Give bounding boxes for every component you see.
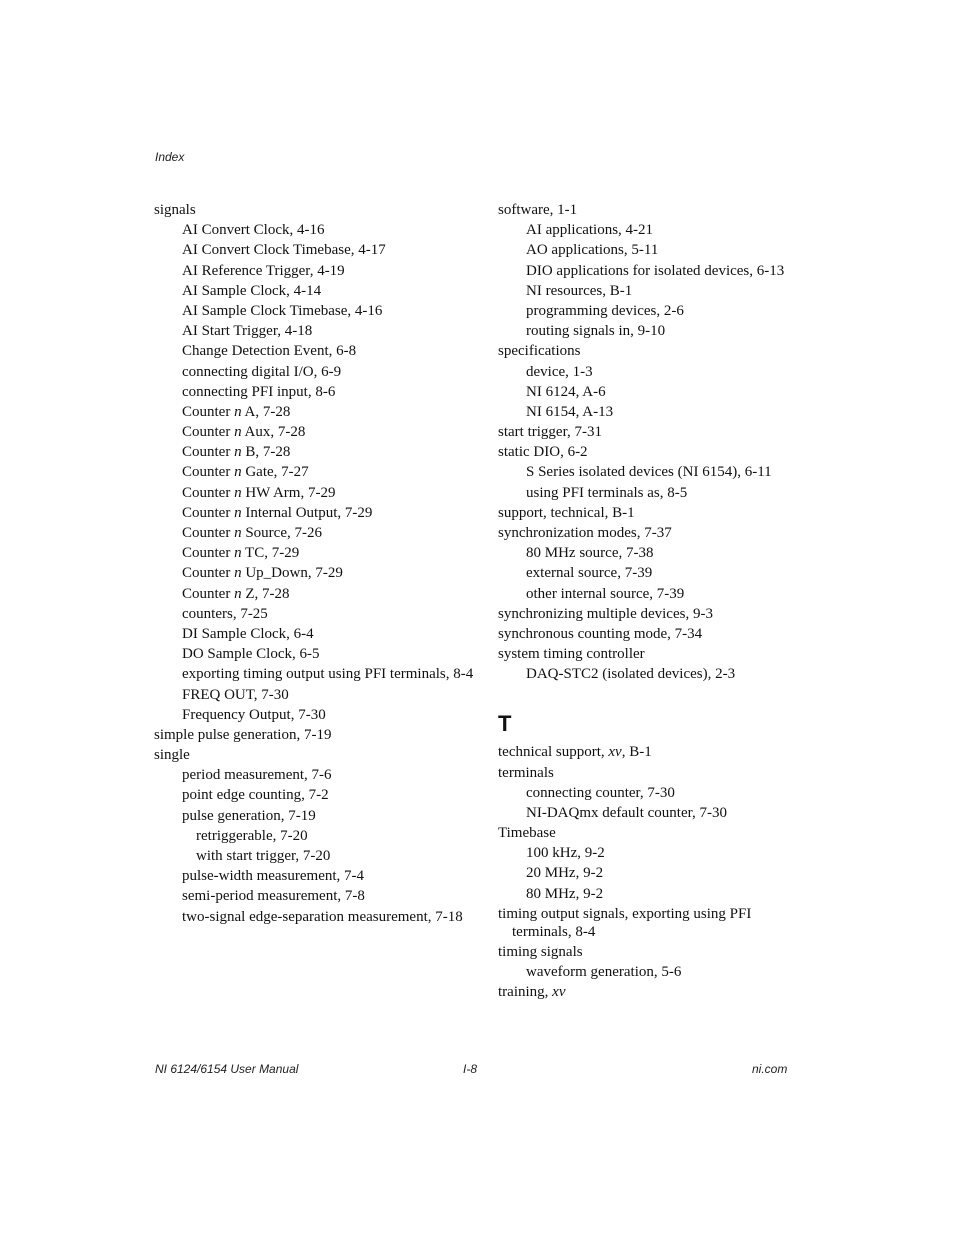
index-entry-italic-term: n xyxy=(234,585,242,602)
index-entry xyxy=(498,963,798,981)
index-entry xyxy=(154,665,474,683)
index-entry-italic-term: n xyxy=(234,444,242,461)
index-entry-text: technical support, xyxy=(498,744,609,761)
index-entry xyxy=(498,504,798,522)
index-entry-text: Counter xyxy=(182,565,235,582)
index-entry xyxy=(498,262,798,280)
index-entry-italic-term: n xyxy=(234,403,242,420)
index-entry xyxy=(498,423,798,441)
index-entry xyxy=(154,201,474,219)
index-entry-text: 20 MHz, 9-2 xyxy=(526,865,604,882)
index-entry xyxy=(154,544,474,562)
index-entry-text: TC, 7-29 xyxy=(241,545,300,562)
index-entry xyxy=(498,764,798,782)
index-entry xyxy=(498,241,798,259)
index-entry xyxy=(498,943,798,961)
index-entry-text: other internal source, 7-39 xyxy=(526,585,685,602)
index-entry-text: AI Convert Clock Timebase, 4-17 xyxy=(182,242,386,259)
index-entry xyxy=(498,605,798,623)
index-entry-italic-term: n xyxy=(234,504,242,521)
index-entry-text: with start trigger, 7-20 xyxy=(196,848,331,864)
index-entry xyxy=(498,983,798,1001)
index-entry-text: system timing controller xyxy=(498,646,645,663)
index-entry-text: DIO applications for isolated devices, 6-13 xyxy=(526,262,785,279)
index-entry xyxy=(154,443,474,461)
index-entry-text: synchronous counting mode, 7-34 xyxy=(498,625,703,642)
index-entry-text: Gate, 7-27 xyxy=(241,464,309,481)
index-entry xyxy=(154,322,474,340)
index-entry-italic-term: n xyxy=(234,525,242,541)
index-entry-text: NI 6154, A-13 xyxy=(526,403,614,420)
index-entry-text: start trigger, 7-31 xyxy=(498,424,602,441)
index-entry xyxy=(154,564,474,582)
index-entry xyxy=(498,484,798,502)
index-entry-italic-term: n xyxy=(234,424,242,441)
index-entry-text: Change Detection Event, 6-8 xyxy=(182,343,357,360)
index-entry-text: point edge counting, 7-2 xyxy=(182,787,329,804)
index-entry xyxy=(498,403,798,421)
index-entry-text: software, 1-1 xyxy=(498,202,578,218)
index-entry-text: AO applications, 5-11 xyxy=(526,242,659,259)
index-entry xyxy=(498,302,798,320)
index-entry xyxy=(498,282,798,300)
index-entry-text: , B-1 xyxy=(621,744,652,761)
index-entry-text: programming devices, 2-6 xyxy=(526,302,684,319)
index-entry-text: HW Arm, 7-29 xyxy=(241,484,336,501)
index-entry-text: using PFI terminals as, 8-5 xyxy=(526,484,688,501)
index-entry-text: counters, 7-25 xyxy=(182,605,268,622)
index-entry-text: timing output signals, exporting using PFI terminals, 8-4 xyxy=(498,905,752,940)
index-entry xyxy=(498,784,798,802)
index-entry xyxy=(154,706,474,724)
index-entry xyxy=(154,625,474,643)
index-column-right xyxy=(498,201,798,1004)
index-entry xyxy=(154,221,474,239)
index-entry xyxy=(154,423,474,441)
index-entry xyxy=(498,804,798,822)
index-entry xyxy=(498,443,798,461)
index-entry xyxy=(154,827,474,845)
index-entry xyxy=(498,905,798,941)
index-entry-italic-term: n xyxy=(234,484,242,501)
index-entry-text: 100 kHz, 9-2 xyxy=(526,845,605,862)
index-entry-text: static DIO, 6-2 xyxy=(498,444,588,461)
index-entry-text: semi-period measurement, 7-8 xyxy=(182,888,365,905)
index-entry xyxy=(154,807,474,825)
index-entry-italic-term: n xyxy=(234,545,242,562)
index-entry xyxy=(154,645,474,663)
index-entry xyxy=(498,625,798,643)
index-entry xyxy=(498,524,798,542)
index-entry-text: NI resources, B-1 xyxy=(526,282,633,299)
index-entry xyxy=(154,524,474,542)
index-entry xyxy=(498,844,798,862)
index-entry-text: S Series isolated devices (NI 6154), 6-11 xyxy=(526,464,772,481)
index-entry-text: routing signals in, 9-10 xyxy=(526,323,666,340)
index-entry xyxy=(498,864,798,882)
index-entry xyxy=(154,887,474,905)
index-entry xyxy=(498,564,798,582)
index-entry-text: Counter xyxy=(182,444,235,461)
index-entry-text: simple pulse generation, 7-19 xyxy=(154,726,332,743)
index-entry-text: Counter xyxy=(182,424,235,441)
index-entry xyxy=(154,766,474,784)
footer-website-link[interactable]: ni.com xyxy=(752,1062,788,1076)
index-entry-text: NI 6124, A-6 xyxy=(526,383,606,400)
index-entry-italic-term: xv xyxy=(608,744,622,761)
index-entry-text: DO Sample Clock, 6-5 xyxy=(182,646,320,663)
index-entry-text: Frequency Output, 7-30 xyxy=(182,706,326,723)
index-entry-text: terminals xyxy=(498,764,554,781)
index-entry-text: Aux, 7-28 xyxy=(241,424,306,441)
index-entry-text: external source, 7-39 xyxy=(526,565,653,582)
index-entry-text: retriggerable, 7-20 xyxy=(196,827,308,844)
index-entry xyxy=(498,885,798,903)
index-entry xyxy=(154,786,474,804)
index-entry-text: DAQ-STC2 (isolated devices), 2-3 xyxy=(526,666,736,683)
index-entry-text: Internal Output, 7-29 xyxy=(241,504,373,521)
index-group-s xyxy=(498,201,798,683)
index-entry-text: connecting PFI input, 8-6 xyxy=(182,383,336,400)
index-entry xyxy=(154,282,474,300)
index-entry-text: AI Sample Clock Timebase, 4-16 xyxy=(182,302,383,319)
index-entry-text: training, xyxy=(498,984,553,1001)
index-entry xyxy=(498,322,798,340)
index-entry xyxy=(154,403,474,421)
footer-manual-title: NI 6124/6154 User Manual xyxy=(155,1062,299,1076)
index-entry-text: Counter xyxy=(182,525,235,541)
index-entry xyxy=(154,726,474,744)
index-entry-text: Z, 7-28 xyxy=(241,585,290,602)
index-entry-text: Counter xyxy=(182,585,235,602)
index-entry-text: Timebase xyxy=(498,825,556,842)
index-entry-text: Source, 7-26 xyxy=(241,525,322,541)
index-entry xyxy=(154,686,474,704)
index-entry-text: specifications xyxy=(498,343,581,360)
index-entry xyxy=(154,342,474,360)
index-entry-text: B, 7-28 xyxy=(241,444,291,461)
index-entry-text: signals xyxy=(154,202,196,218)
section-letter-t: T xyxy=(498,711,512,737)
index-entry-text: AI Sample Clock, 4-14 xyxy=(182,282,322,299)
index-entry-text: 80 MHz source, 7-38 xyxy=(526,545,654,562)
index-entry-text: Counter xyxy=(182,464,235,481)
index-entry xyxy=(154,302,474,320)
index-entry xyxy=(154,383,474,401)
index-entry xyxy=(154,484,474,502)
index-entry-italic-term: xv xyxy=(552,984,566,1001)
index-entry-text: exporting timing output using PFI terminals, 8-4 xyxy=(182,666,474,683)
index-entry-text: synchronization modes, 7-37 xyxy=(498,525,672,541)
index-entry xyxy=(498,544,798,562)
index-entry-text: Up_Down, 7-29 xyxy=(241,565,343,582)
index-entry-text: connecting digital I/O, 6-9 xyxy=(182,363,342,380)
running-header: Index xyxy=(155,150,185,164)
index-entry-text: 80 MHz, 9-2 xyxy=(526,885,604,902)
index-entry xyxy=(154,746,474,764)
index-entry-text: synchronizing multiple devices, 9-3 xyxy=(498,605,713,622)
index-entry xyxy=(498,342,798,360)
index-entry-text: AI Convert Clock, 4-16 xyxy=(182,222,325,239)
index-entry-text: two-signal edge-separation measurement, 7-18 xyxy=(182,908,463,925)
index-entry-text: AI Reference Trigger, 4-19 xyxy=(182,262,345,279)
index-entry xyxy=(498,585,798,603)
index-entry xyxy=(154,847,474,865)
index-entry xyxy=(498,645,798,663)
index-entry-text: period measurement, 7-6 xyxy=(182,767,332,784)
footer-page-number: I-8 xyxy=(463,1062,478,1076)
index-entry-text: Counter xyxy=(182,484,235,501)
index-entry xyxy=(154,463,474,481)
index-entry xyxy=(498,201,798,219)
index-entry xyxy=(498,824,798,842)
index-entry-text: device, 1-3 xyxy=(526,363,593,380)
index-entry xyxy=(154,585,474,603)
index-entry-text: A, 7-28 xyxy=(241,403,291,420)
index-entry-text: FREQ OUT, 7-30 xyxy=(182,686,289,703)
index-entry-text: Counter xyxy=(182,504,235,521)
index-entry xyxy=(154,867,474,885)
index-entry xyxy=(154,363,474,381)
index-entry xyxy=(498,221,798,239)
index-entry xyxy=(154,605,474,623)
index-entry xyxy=(154,908,474,926)
index-entry-text: Counter xyxy=(182,403,235,420)
index-entry-text: waveform generation, 5-6 xyxy=(526,964,682,981)
index-entry-text: connecting counter, 7-30 xyxy=(526,784,675,801)
index-group-t xyxy=(498,743,798,1001)
index-entry xyxy=(154,262,474,280)
index-entry xyxy=(498,383,798,401)
index-entry-text: pulse-width measurement, 7-4 xyxy=(182,868,365,885)
index-entry-text: DI Sample Clock, 6-4 xyxy=(182,625,314,642)
index-entry xyxy=(498,463,798,481)
index-entry xyxy=(498,665,798,683)
index-entry xyxy=(498,743,798,761)
index-entry-text: AI applications, 4-21 xyxy=(526,222,654,239)
index-entry xyxy=(154,241,474,259)
index-entry xyxy=(154,504,474,522)
index-entry-text: NI-DAQmx default counter, 7-30 xyxy=(526,804,728,821)
index-entry-text: single xyxy=(154,747,190,764)
index-entry-text: Counter xyxy=(182,545,235,562)
index-entry-italic-term: n xyxy=(234,565,242,582)
index-entry-text: support, technical, B-1 xyxy=(498,504,635,521)
index-column-left xyxy=(154,201,474,928)
index-entry-italic-term: n xyxy=(234,464,242,481)
index-entry-text: pulse generation, 7-19 xyxy=(182,807,316,824)
index-entry-text: AI Start Trigger, 4-18 xyxy=(182,323,313,340)
index-entry xyxy=(498,363,798,381)
index-entry-text: timing signals xyxy=(498,944,583,960)
